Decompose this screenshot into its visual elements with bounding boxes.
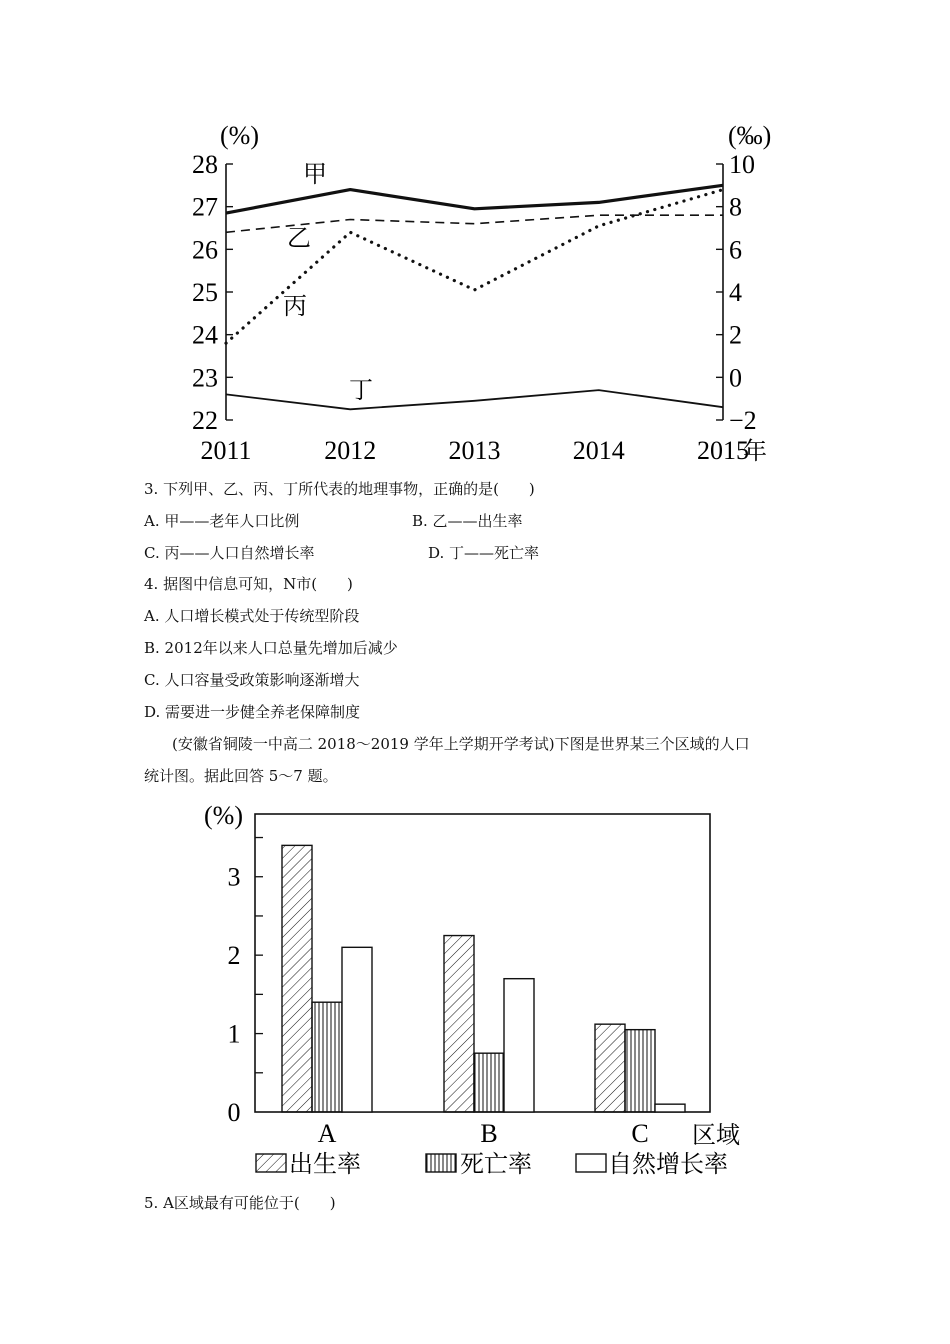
right-tick-label: −2 [729,406,757,435]
bar-A-2 [342,947,372,1112]
legend-birth-rate-swatch [256,1154,286,1172]
legend-natural-growth-label: 自然增长率 [608,1150,728,1178]
population-line-chart [190,112,790,472]
left-tick-label: 26 [192,235,218,265]
question-4-option-c: C. 人口容量受政策影响逐渐增大 [144,671,360,689]
intro-line-1: (安徽省铜陵一中高二 2018～2019 学年上学期开学考试)下图是世界某三个区域的人口 [172,735,750,753]
series-label-yi: 乙 [287,224,311,252]
series-line-3 [226,390,723,409]
question-3-option-a: A. 甲——老年人口比例 [144,512,300,530]
legend-natural-growth-swatch [576,1154,606,1172]
bar-y-tick-label: 1 [227,1019,241,1049]
right-tick-label: 0 [729,363,742,393]
question-3-option-d: D. 丁——死亡率 [428,544,540,562]
x-tick-label: 2015 [697,436,749,465]
right-tick-label: 2 [729,320,742,350]
bar-y-tick-label: 2 [227,941,241,971]
question-3-option-c: C. 丙——人口自然增长率 [144,544,315,562]
bar-C-0 [595,1024,625,1112]
question-4-stem: 4. 据图中信息可知，N市( ) [144,575,353,593]
bar-B-1 [474,1053,504,1112]
x-tick-label: 2011 [200,436,252,465]
series-line-0 [226,185,723,213]
right-tick-label: 10 [729,150,755,179]
question-4-option-d: D. 需要进一步健全养老保障制度 [144,703,361,721]
bar-A-1 [312,1002,342,1112]
intro-line-2: 统计图。据此回答 5～7 题。 [144,767,338,785]
bar-category-label: B [480,1119,498,1148]
series-label-jia: 甲 [303,160,327,188]
x-axis-suffix-region: 区域 [692,1121,740,1149]
x-axis-suffix: 年 [743,437,767,465]
series-line-2 [226,190,723,344]
left-tick-label: 24 [192,320,218,350]
x-tick-label: 2014 [572,436,625,465]
question-5-stem: 5. A区域最有可能位于( ) [144,1194,336,1212]
series-label-ding: 丁 [349,376,373,404]
legend-death-rate-swatch [426,1154,456,1172]
bar-category-label: A [317,1119,337,1148]
question-3-option-b: B. 乙——出生率 [412,512,523,530]
bar-C-1 [625,1030,655,1112]
bar-C-2 [655,1104,685,1112]
bar-category-label: C [631,1119,649,1148]
bar-y-tick-label: 0 [227,1098,241,1127]
legend-death-rate-label: 死亡率 [460,1150,532,1178]
left-tick-label: 25 [192,278,218,307]
x-tick-label: 2013 [448,436,501,465]
left-tick-label: 22 [192,406,218,435]
bar-y-tick-label: 3 [227,862,241,892]
x-tick-label: 2012 [324,436,377,465]
left-tick-label: 27 [192,192,218,222]
bar-A-0 [282,845,312,1112]
left-unit-label: (%) [220,121,259,150]
legend-birth-rate-label: 出生率 [289,1150,361,1178]
right-unit-label: (‰) [728,121,772,150]
question-4-option-b: B. 2012年以来人口总量先增加后减少 [144,639,398,657]
bar-y-unit-label: (%) [204,801,243,830]
left-tick-label: 28 [192,150,218,179]
right-tick-label: 6 [729,235,742,265]
right-tick-label: 4 [729,278,742,307]
series-label-bing: 丙 [283,292,307,320]
question-3-stem: 3. 下列甲、乙、丙、丁所代表的地理事物，正确的是( ) [144,480,535,498]
right-tick-label: 8 [729,192,742,222]
bar-B-0 [444,936,474,1112]
question-4-option-a: A. 人口增长模式处于传统型阶段 [144,607,360,625]
left-tick-label: 23 [192,363,218,393]
population-bar-chart [190,792,760,1192]
bar-B-2 [504,979,534,1112]
